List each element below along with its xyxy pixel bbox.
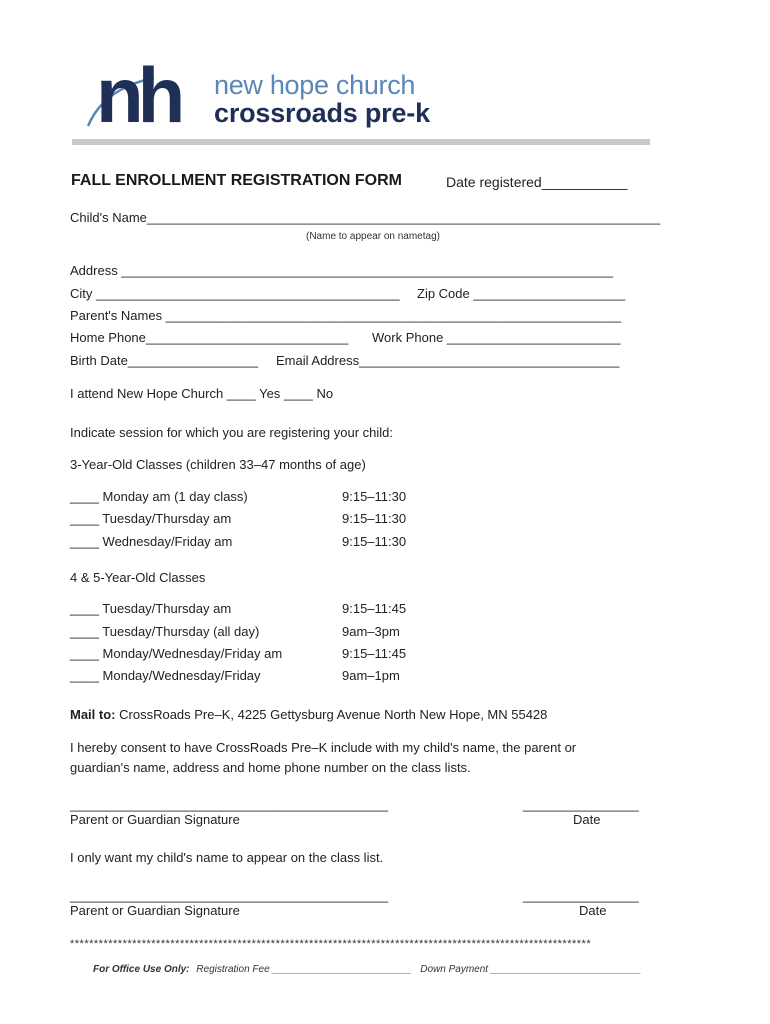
name-only-text: I only want my child's name to appear on the class list. (70, 850, 384, 865)
mail-to-address: CrossRoads Pre–K, 4225 Gettysburg Avenue North New Hope, MN 55428 (119, 707, 548, 722)
session-time: 9:15–11:45 (342, 601, 407, 616)
address-field[interactable]: Address ____________________________________________________________________ (70, 263, 613, 278)
consent-text-line1: I hereby consent to have CrossRoads Pre–K include with my child's name, the parent or (70, 740, 577, 755)
header-divider (72, 139, 650, 145)
city-field[interactable]: City __________________________________________ (70, 286, 400, 301)
session-option[interactable]: ____ Wednesday/Friday am (70, 534, 233, 549)
home-phone-field[interactable]: Home Phone____________________________ (70, 330, 349, 345)
parents-names-field[interactable]: Parent's Names _______________________________________________________________ (70, 308, 622, 323)
consent-text-line2: guardian's name, address and home phone number on the class lists. (70, 760, 471, 775)
consent-signature-label: Parent or Guardian Signature (70, 812, 240, 827)
logo-mark (84, 48, 210, 136)
birth-date-field[interactable]: Birth Date__________________ (70, 353, 258, 368)
consent-date-label: Date (573, 812, 601, 827)
email-field[interactable]: Email Address____________________________________ (276, 353, 620, 368)
attend-church-field[interactable]: I attend New Hope Church ____ Yes ____ No (70, 386, 334, 401)
name-only-signature-line[interactable]: ____________________________________________ (70, 888, 389, 903)
childs-name-hint: (Name to appear on nametag) (306, 231, 440, 242)
logo-line1: new hope church (214, 70, 416, 100)
session-option[interactable]: ____ Tuesday/Thursday am (70, 601, 232, 616)
form-title: FALL ENROLLMENT REGISTRATION FORM (71, 172, 402, 189)
office-use-label: For Office Use Only: (93, 964, 190, 975)
work-phone-field[interactable]: Work Phone ________________________ (372, 330, 621, 345)
logo-mark-text: nh (96, 51, 180, 136)
childs-name-field[interactable]: Child's Name_______________________________________________________________________ (70, 210, 661, 225)
name-only-date-label: Date (579, 903, 607, 918)
group1-title: 3-Year-Old Classes (children 33–47 months of age) (70, 457, 366, 472)
session-time: 9:15–11:30 (342, 489, 407, 504)
footer-separator: ************************************************************************************************************* (70, 938, 592, 950)
zip-field[interactable]: Zip Code _____________________ (417, 286, 626, 301)
group2-title: 4 & 5-Year-Old Classes (70, 570, 206, 585)
consent-signature-line[interactable]: ____________________________________________ (70, 797, 389, 812)
mail-to-label: Mail to: (70, 707, 116, 722)
date-registered-field[interactable]: Date registered___________ (446, 174, 628, 190)
consent-date-line[interactable]: ________________ (523, 797, 639, 812)
session-time: 9am–1pm (342, 668, 400, 683)
session-time: 9:15–11:30 (342, 511, 407, 526)
session-time: 9am–3pm (342, 624, 400, 639)
sessions-intro: Indicate session for which you are registering your child: (70, 425, 393, 440)
name-only-date-line[interactable]: ________________ (523, 888, 639, 903)
session-option[interactable]: ____ Monday/Wednesday/Friday (70, 668, 261, 683)
session-time: 9:15–11:45 (342, 646, 407, 661)
office-use-section (93, 964, 641, 975)
down-payment-field[interactable]: Down Payment ___________________________ (420, 964, 642, 975)
session-option[interactable]: ____ Monday/Wednesday/Friday am (70, 646, 283, 661)
session-option[interactable]: ____ Tuesday/Thursday (all day) (70, 624, 260, 639)
session-option[interactable]: ____ Monday am (1 day class) (70, 489, 248, 504)
session-time: 9:15–11:30 (342, 534, 407, 549)
registration-fee-field[interactable]: Registration Fee _________________________ (196, 964, 412, 975)
name-only-signature-label: Parent or Guardian Signature (70, 903, 240, 918)
mail-to (70, 707, 547, 722)
logo-line2: crossroads pre-k (214, 98, 430, 128)
session-option[interactable]: ____ Tuesday/Thursday am (70, 511, 232, 526)
